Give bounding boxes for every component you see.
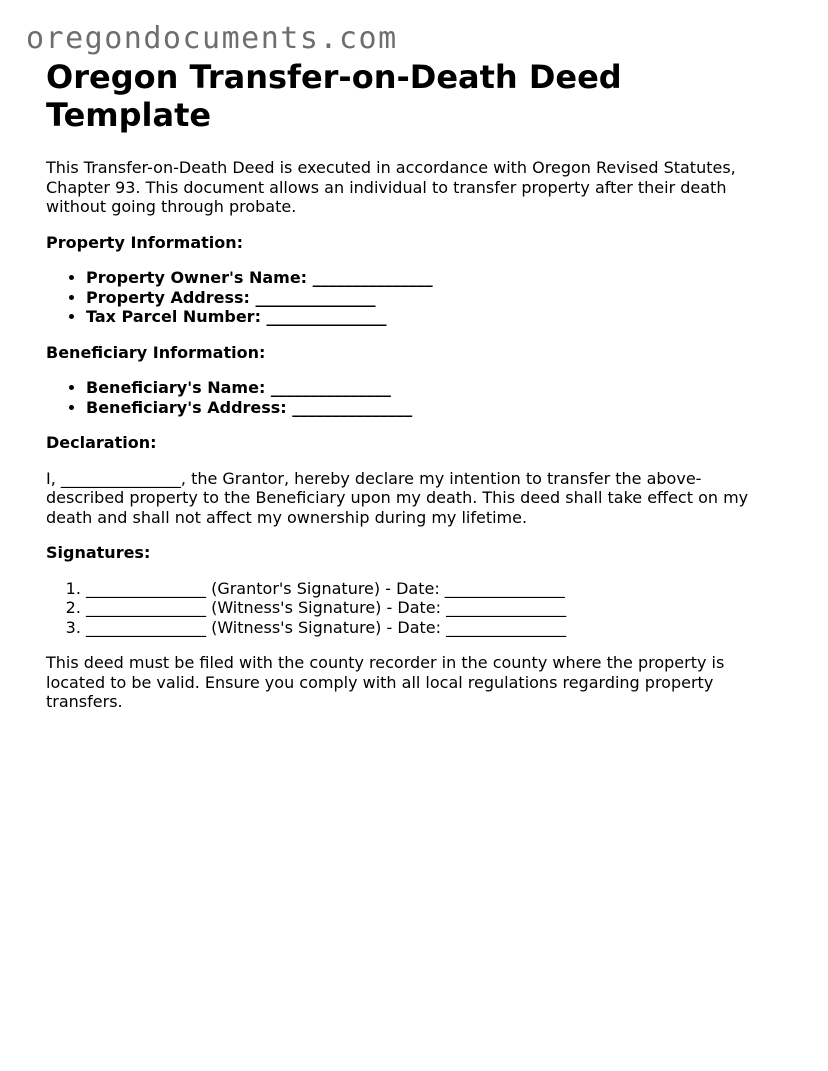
field-label: Beneficiary's Address: xyxy=(86,397,287,417)
property-info-list xyxy=(46,268,776,327)
grantor-signature-line: 1. _______________ (Grantor's Signature) - Date: _______________ xyxy=(86,579,776,599)
declaration-section-heading: Declaration: xyxy=(46,433,157,452)
beneficiary-section-heading: Beneficiary Information: xyxy=(46,342,266,362)
property-address-item xyxy=(86,288,776,308)
declaration-paragraph: I, _______________, the Grantor, hereby declare my intention to transfer the above-described property to the Beneficiary upon my death. This deed shall take effect on my death and shall not affect my ownership during my lifetime. xyxy=(46,468,749,527)
field-label: Property Owner's Name: xyxy=(86,268,308,287)
property-owner-name-item xyxy=(86,268,776,288)
fill-in-blank: _______________ xyxy=(270,378,391,397)
witness-signature-line: 3. _______________ (Witness's Signature) - Date: _______________ xyxy=(86,618,776,638)
property-section-heading: Property Information: xyxy=(46,232,244,252)
document-title: Oregon Transfer-on-Death Deed Template xyxy=(46,58,622,134)
fill-in-blank: _______________ xyxy=(266,307,387,326)
field-label: Beneficiary's Name: xyxy=(86,378,266,397)
beneficiary-address-item xyxy=(86,398,776,418)
signatures-section-heading: Signatures: xyxy=(46,543,151,562)
field-label: Tax Parcel Number: xyxy=(86,307,261,326)
witness-signature-line: 2. _______________ (Witness's Signature) - Date: _______________ xyxy=(86,598,776,618)
intro-paragraph: This Transfer-on-Death Deed is executed in accordance with Oregon Revised Statutes, Chapter 93. This document allows an individual to transfer property after their death without going through probate. xyxy=(46,158,736,216)
document-body xyxy=(46,58,776,728)
field-label: Property Address: xyxy=(86,287,250,307)
fill-in-blank: _______________ xyxy=(255,287,376,307)
fill-in-blank: _______________ xyxy=(292,397,413,417)
closing-paragraph: This deed must be filed with the county recorder in the county where the property is located to be valid. Ensure you comply with all local regulations regarding property transfers. xyxy=(46,653,725,711)
site-watermark: oregondocuments.com xyxy=(26,21,398,56)
beneficiary-name-item xyxy=(86,378,776,398)
beneficiary-info-list xyxy=(46,378,776,417)
signatures-list xyxy=(46,579,776,638)
tax-parcel-number-item xyxy=(86,307,776,327)
fill-in-blank: _______________ xyxy=(312,268,433,287)
